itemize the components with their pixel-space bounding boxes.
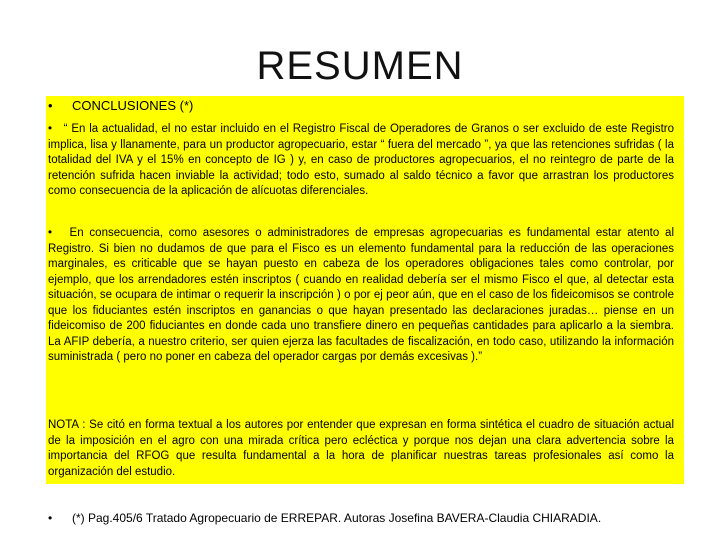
paragraph-2-text: En consecuencia, como asesores o administradores de empresas agropecuarias es fundamental estar atento al Registro. Si bien no dudamos de que para el Fisco es un elemento fundamental para la reducción de las operaciones marginales, es criticable que se hayan puesto en cabeza de los operadores obligaciones tales como controlar, por ejemplo, que los arrendadores estén inscriptos ( cuando en realidad debería ser el mismo Fisco el que, al detectar esta situación, se ocupara de intimar o requerir la inscripción ) o por ej peor aún, que en el caso de los fideicomisos se controle que los fiduciantes estén inscriptos en ganancias o que hayan presentado las declaraciones juradas… piense en un fideicomiso de 200 fiduciantes en donde cada uno transfiere dinero en pequeñas cantidades para aplicarlo a la siembra. La AFIP debería, a nuestro criterio, ser quien ejerza las facultades de fiscalización, en todo caso, utilizando la información suministrada ( pero no poner en cabeza del operador cargas por demás excesivas ).” xyxy=(48,227,674,363)
paragraph-1-text: “ En la actualidad, el no estar incluido en el Registro Fiscal de Operadores de Granos o ser excluido de este Registro implica, lisa y llanamente, para un productor agropecuario, estar “ fuera del mercado ”, ya que las retenciones sufridas ( la totalidad del IVA y el 15% en concepto de IG ) y, en caso de productores agropecuarios, el no reintegro de parte de la retención sufrida hacen inviable la actividad; todo esto, sumado al saldo técnico a favor que arrastran los productores como consecuencia de la aplicación de alícuotas diferenciales. xyxy=(48,123,675,197)
conclusions-heading xyxy=(48,98,668,114)
footnote xyxy=(48,510,688,526)
bullet-icon: • xyxy=(48,227,53,239)
slide-title: RESUMEN xyxy=(256,44,464,88)
paragraph-quote-2 xyxy=(48,226,674,366)
note-paragraph: NOTA : Se citó en forma textual a los autores por entender que expresan en forma sintética el cuadro de situación actual de la imposición en el agro con una mirada crítica pero ecléctica y porque nos dejan una clara advertencia sobre la importancia del RFOG que resulta fundamental a la hora de planificar nuestras tareas profesionales así como la organización del estudio. xyxy=(48,419,674,478)
paragraph-quote-1 xyxy=(48,122,674,200)
bullet-icon: • xyxy=(48,511,53,525)
footnote-text: (*) Pag.405/6 Tratado Agropecuario de ERREPAR. Autoras Josefina BAVERA-Claudia CHIARADIA. xyxy=(72,511,602,525)
heading-text: CONCLUSIONES (*) xyxy=(72,98,194,113)
bullet-icon: • xyxy=(48,123,53,135)
bullet-icon: • xyxy=(48,98,53,113)
